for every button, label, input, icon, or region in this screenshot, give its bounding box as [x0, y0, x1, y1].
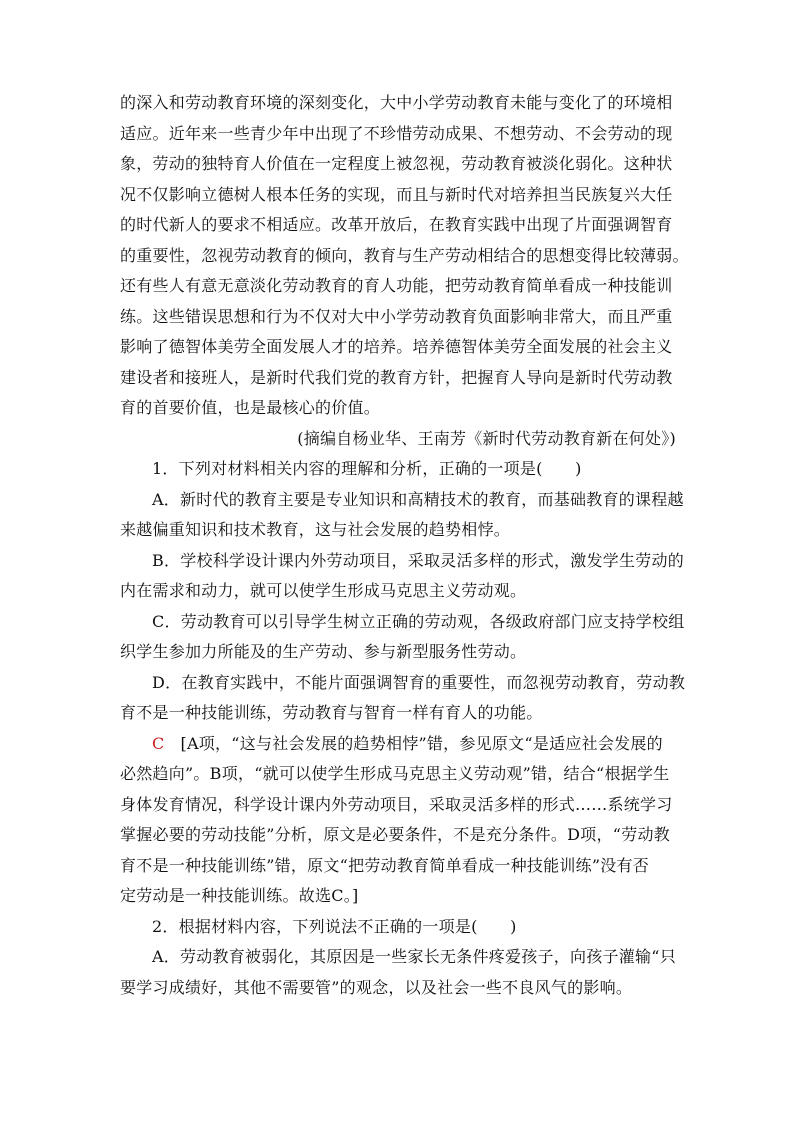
passage-line: 的重要性，忽视劳动教育的倾向，教育与生产劳动相结合的思想变得比较薄弱。 — [120, 245, 689, 265]
option-c-line-1: C．劳动教育可以引导学生树立正确的劳动观，各级政府部门应支持学校组 — [152, 611, 685, 631]
passage-line: 还有些人有意无意淡化劳动教育的育人功能，把劳动教育简单看成一种技能训 — [120, 276, 673, 295]
option-b-line-1: B．学校科学设计课内外劳动项目，采取灵活多样的形式，激发学生劳动的 — [152, 550, 685, 570]
option-b-line-2: 内在需求和动力，就可以使学生形成马克思主义劳动观。 — [120, 581, 527, 600]
explanation-line: 身体发育情况，科学设计课内外劳动项目，采取灵活多样的形式……系统学习 — [120, 794, 673, 814]
passage-line: 的深入和劳动教育环境的深刻变化，大中小学劳动教育未能与变化了的环境相 — [120, 93, 673, 112]
option-a-line-1: A．劳动教育被弱化，其原因是一些家长无条件疼爱孩子，向孩子灌输“只 — [152, 947, 676, 966]
option-a-line-2: 来越偏重知识和技术教育，这与社会发展的趋势相悖。 — [120, 520, 511, 539]
question-2 — [120, 912, 676, 1004]
passage — [120, 88, 689, 454]
option-d-line-1: D．在教育实践中，不能片面强调智育的重要性，而忽视劳动教育，劳动教 — [152, 672, 686, 692]
option-a-line-1: A．新时代的教育主要是专业知识和高精技术的教育，而基础教育的课程越 — [152, 489, 684, 509]
explanation-line: 必然趋向”。B项，“就可以使学生形成马克思主义劳动观”错，结合“根据学生 — [120, 764, 670, 783]
option-a-line-2: 要学习成绩好，其他不需要管”的观念，以及社会一些不良风气的影响。 — [120, 977, 633, 997]
answer-explanation-line-1 — [120, 729, 676, 760]
option-c-line-2: 织学生参加力所能及的生产劳动、参与新型服务性劳动。 — [120, 642, 527, 661]
question-1-stem: 1．下列对材料相关内容的理解和分析，正确的一项是( ) — [152, 459, 582, 478]
passage-line: 的时代新人的要求不相适应。改革开放后，在教育实践中出现了片面强调智育 — [120, 215, 673, 234]
passage-line: 影响了德智体美劳全面发展人才的培养。培养德智体美劳全面发展的社会主义 — [120, 337, 673, 356]
passage-line: 练。这些错误思想和行为不仅对大中小学劳动教育负面影响非常大，而且严重 — [120, 306, 673, 326]
passage-line: 况不仅影响立德树人根本任务的实现，而且与新时代对培养担当民族复兴大任 — [120, 184, 673, 204]
passage-source: (摘编自杨业华、王南芳《新时代劳动教育新在何处》) — [297, 428, 676, 448]
explanation-text: [A项，“这与社会发展的趋势相悖”错，参见原文“是适应社会发展的 — [180, 733, 663, 753]
passage-line: 象，劳动的独特育人价值在一定程度上被忽视，劳动教育被淡化弱化。这种状 — [120, 154, 673, 173]
passage-line: 建设者和接班人，是新时代我们党的教育方针，把握育人导向是新时代劳动教 — [120, 367, 673, 387]
explanation-line: 掌握必要的劳动技能”分析，原文是必要条件，不是充分条件。D项，“劳动教 — [120, 825, 670, 844]
option-d-line-2: 育不是一种技能训练，劳动教育与智育一样有育人的功能。 — [120, 703, 543, 722]
answer-letter: C — [152, 733, 165, 753]
passage-line: 育的首要价值，也是最核心的价值。 — [120, 398, 381, 417]
document-page — [120, 88, 689, 1003]
explanation-line: 定劳动是一种技能训练。故选C。] — [120, 886, 359, 905]
question-1 — [120, 454, 686, 912]
passage-line: 适应。近年来一些青少年中出现了不珍惜劳动成果、不想劳动、不会劳动的现 — [120, 123, 673, 143]
explanation-line: 育不是一种技能训练”错，原文“把劳动教育简单看成一种技能训练”没有否 — [120, 855, 650, 875]
question-2-stem: 2．根据材料内容，下列说法不正确的一项是( ) — [152, 916, 517, 936]
